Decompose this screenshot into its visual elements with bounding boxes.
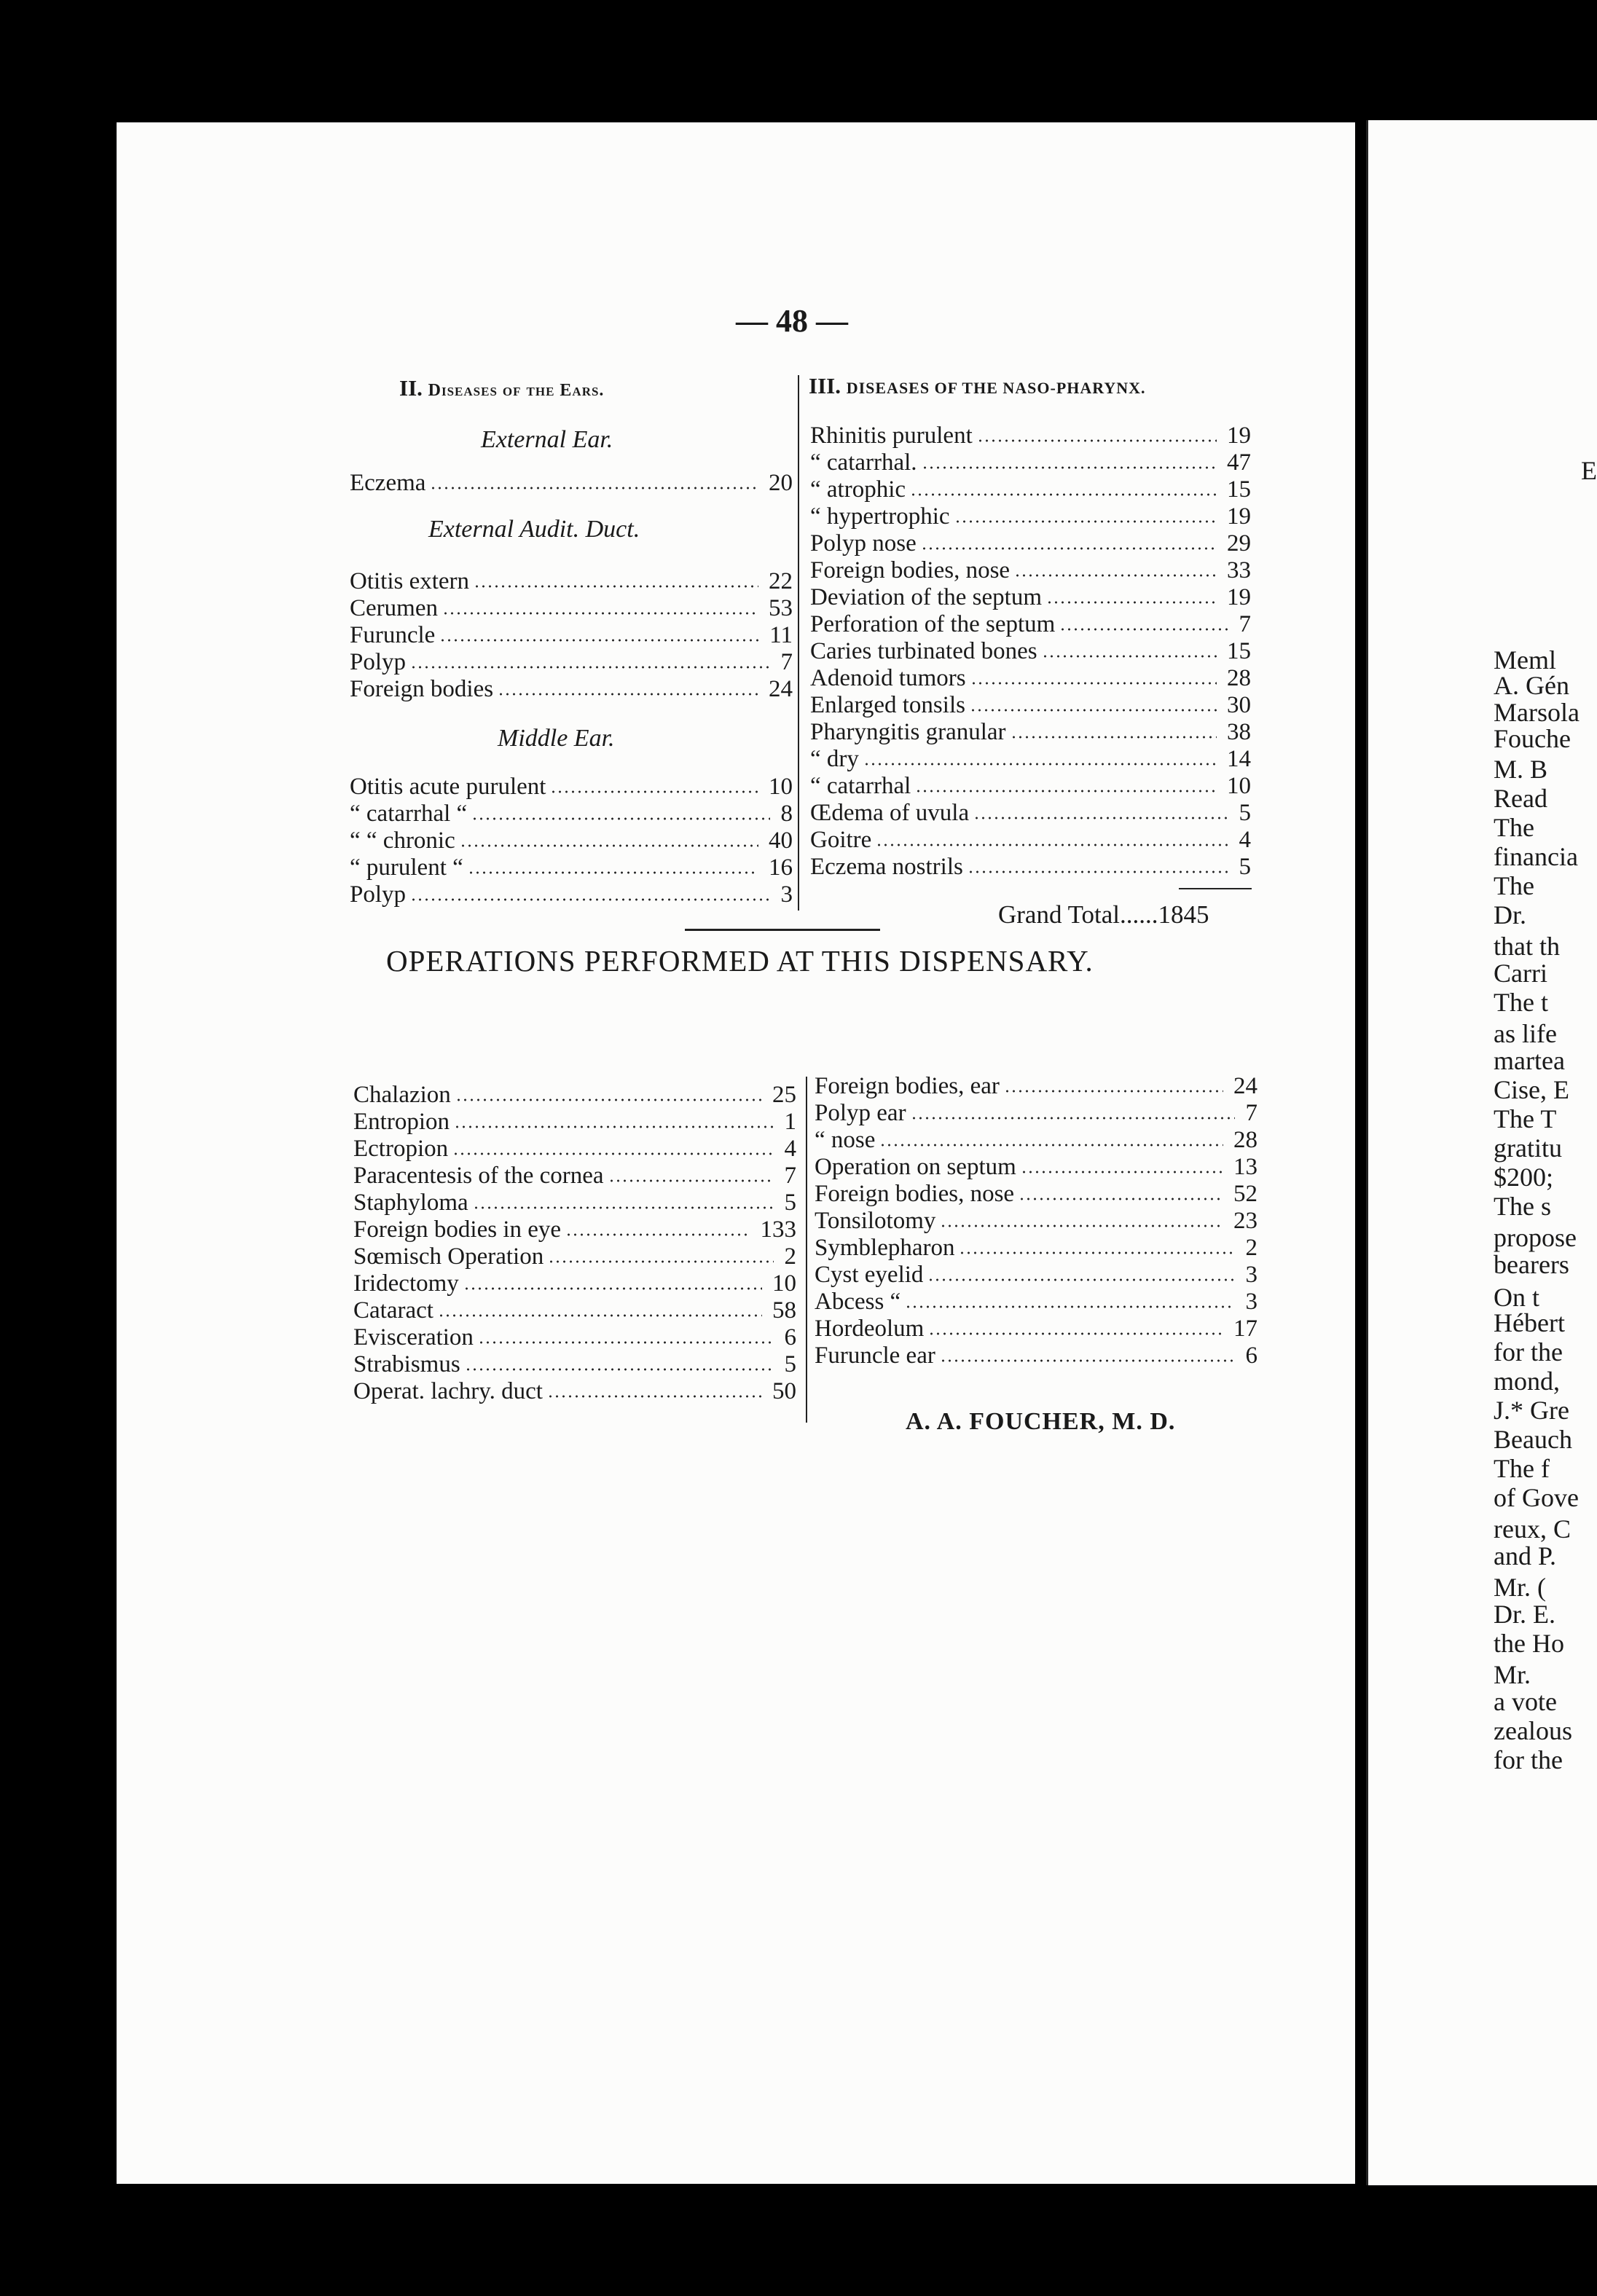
- right-page-line: gratitu: [1494, 1133, 1562, 1163]
- dot-leader: [970, 681, 1217, 685]
- item-label: Adenoid tumors: [810, 665, 966, 691]
- list-item: [810, 557, 1251, 584]
- list-item: [810, 638, 1251, 665]
- dot-leader: [922, 465, 1217, 470]
- item-count: 7: [1239, 611, 1251, 637]
- right-page-line: financia: [1494, 842, 1578, 871]
- item-count: 19: [1227, 584, 1251, 610]
- naso-title-number: III.: [809, 373, 847, 398]
- list-item: [815, 1127, 1257, 1154]
- dot-leader: [959, 1251, 1235, 1255]
- item-count: 16: [769, 854, 793, 881]
- right-page-line: for the: [1494, 1337, 1563, 1367]
- operations-title: OPERATIONS PERFORMED AT THIS DISPENSARY.: [386, 944, 1094, 978]
- list-item: [810, 827, 1251, 854]
- item-count: 5: [1239, 800, 1251, 826]
- dot-leader: [455, 1098, 762, 1102]
- item-label: “ catarrhal “: [350, 801, 468, 827]
- right-page-line: A. Gén: [1494, 671, 1569, 700]
- dot-leader: [548, 1259, 774, 1264]
- item-label: Staphyloma: [353, 1190, 468, 1216]
- item-count: 38: [1227, 719, 1251, 745]
- list-item: [350, 568, 793, 595]
- item-label: Pharyngitis granular: [810, 719, 1006, 745]
- item-count: 13: [1233, 1154, 1257, 1180]
- dot-leader: [1019, 1197, 1223, 1201]
- list-item: [353, 1216, 796, 1243]
- list-item: [810, 719, 1251, 746]
- middle-ear-list: [350, 774, 793, 908]
- dot-leader: [460, 844, 758, 848]
- dot-leader: [468, 870, 758, 875]
- item-label: Rhinitis purulent: [810, 422, 973, 449]
- list-item: [350, 801, 793, 827]
- item-label: “ hypertrophic: [810, 503, 950, 530]
- right-page-line: propose: [1494, 1223, 1577, 1252]
- item-count: 15: [1227, 476, 1251, 503]
- dot-leader: [1042, 654, 1217, 658]
- list-item: [810, 449, 1251, 476]
- total-rule: [1179, 888, 1252, 889]
- item-count: 47: [1227, 449, 1251, 476]
- page-number: — 48 —: [736, 303, 848, 339]
- dot-leader: [940, 1359, 1235, 1363]
- list-item: [350, 774, 793, 801]
- item-label: Operation on septum: [815, 1154, 1016, 1180]
- item-count: 24: [769, 676, 793, 702]
- signature: A. A. FOUCHER, M. D.: [906, 1408, 1176, 1435]
- right-page-line: Meml: [1494, 645, 1556, 675]
- item-count: 3: [1245, 1289, 1257, 1315]
- item-count: 50: [772, 1378, 796, 1404]
- item-label: “ atrophic: [810, 476, 906, 503]
- item-label: Abcess “: [815, 1289, 901, 1315]
- item-label: Eczema: [350, 470, 426, 496]
- naso-section-title: [809, 373, 1146, 399]
- item-label: Deviation of the septum: [810, 584, 1043, 610]
- section-separator: [685, 929, 880, 931]
- dot-leader: [954, 519, 1217, 524]
- list-item: [353, 1136, 796, 1163]
- item-count: 40: [769, 827, 793, 854]
- right-page-line: for the: [1494, 1745, 1563, 1774]
- item-label: Foreign bodies, nose: [815, 1181, 1015, 1207]
- list-item: [350, 854, 793, 881]
- item-label: Perforation of the septum: [810, 611, 1056, 637]
- right-page-line: and P.: [1494, 1541, 1557, 1570]
- external-audit-list: [350, 568, 793, 703]
- naso-title-text: DISEASES OF THE NASO-PHARYNX.: [846, 379, 1146, 397]
- list-item: [810, 422, 1251, 449]
- item-count: 19: [1227, 503, 1251, 530]
- list-item: [353, 1082, 796, 1109]
- list-item: [815, 1073, 1257, 1100]
- item-count: 29: [1227, 530, 1251, 557]
- item-label: Symblepharon: [815, 1235, 955, 1261]
- right-page-line: Fouche: [1494, 724, 1571, 753]
- dot-leader: [465, 1367, 774, 1372]
- list-item: [815, 1342, 1257, 1369]
- item-label: Polyp nose: [810, 530, 917, 557]
- dot-leader: [1046, 600, 1217, 605]
- item-label: Furuncle ear: [815, 1342, 935, 1369]
- item-label: “ catarrhal: [810, 773, 911, 799]
- ears-title-number: II.: [399, 375, 428, 401]
- item-label: Foreign bodies, nose: [810, 557, 1011, 583]
- item-count: 11: [769, 622, 793, 648]
- dot-leader: [608, 1179, 774, 1183]
- dot-leader: [565, 1232, 750, 1237]
- right-page-line: of Gove: [1494, 1483, 1579, 1512]
- list-item: [353, 1378, 796, 1405]
- dot-leader: [968, 870, 1228, 874]
- right-page-line: bearers: [1494, 1250, 1569, 1279]
- list-item: [350, 676, 793, 703]
- list-item: [810, 530, 1251, 557]
- list-item: [353, 1243, 796, 1270]
- item-label: Operat. lachry. duct: [353, 1378, 543, 1404]
- dot-leader: [471, 817, 770, 821]
- dot-leader: [430, 486, 758, 490]
- right-page-line: Dr. E.: [1494, 1600, 1555, 1629]
- dot-leader: [879, 1143, 1223, 1147]
- item-label: Œdema of uvula: [810, 800, 970, 826]
- item-count: 19: [1227, 422, 1251, 449]
- dot-leader: [1014, 573, 1217, 578]
- item-count: 58: [772, 1297, 796, 1324]
- item-count: 6: [1245, 1342, 1257, 1369]
- list-item: [350, 622, 793, 649]
- external-ear-list: [350, 470, 793, 497]
- dot-leader: [863, 762, 1217, 766]
- dot-leader: [550, 790, 758, 794]
- grand-total: Grand Total......1845: [998, 900, 1209, 929]
- item-count: 10: [772, 1270, 796, 1297]
- list-item: [350, 649, 793, 676]
- naso-list: [810, 422, 1251, 881]
- right-page-line: The: [1494, 813, 1534, 842]
- right-page-line: The: [1494, 871, 1534, 900]
- dot-leader: [473, 1206, 774, 1210]
- dot-leader: [452, 1152, 774, 1156]
- item-count: 6: [784, 1324, 796, 1351]
- item-label: Entropion: [353, 1109, 450, 1135]
- list-item: [350, 470, 793, 497]
- dot-leader: [478, 1340, 774, 1345]
- dot-leader: [1021, 1170, 1223, 1174]
- item-count: 10: [769, 774, 793, 800]
- item-count: 2: [784, 1243, 796, 1270]
- item-label: Chalazion: [353, 1082, 451, 1108]
- dot-leader: [876, 843, 1228, 847]
- item-label: Evisceration: [353, 1324, 474, 1351]
- list-item: [815, 1289, 1257, 1316]
- right-page-line: $200;: [1494, 1163, 1554, 1192]
- dot-leader: [911, 1116, 1235, 1120]
- right-page-line: Dr.: [1494, 900, 1526, 929]
- item-count: 30: [1227, 692, 1251, 718]
- item-label: Otitis extern: [350, 568, 470, 594]
- list-item: [815, 1262, 1257, 1289]
- item-count: 1: [784, 1109, 796, 1135]
- dot-leader: [915, 789, 1217, 793]
- item-label: Caries turbinated bones: [810, 638, 1037, 664]
- item-label: Polyp: [350, 881, 407, 908]
- right-page-line: Mr.: [1494, 1660, 1531, 1689]
- right-page-line: reux, C: [1494, 1514, 1571, 1544]
- item-label: Foreign bodies, ear: [815, 1073, 1000, 1099]
- item-label: Foreign bodies: [350, 676, 494, 702]
- list-item: [810, 503, 1251, 530]
- item-label: “ dry: [810, 746, 859, 772]
- dot-leader: [498, 692, 758, 696]
- item-count: 25: [772, 1082, 796, 1108]
- right-page-line: Carri: [1494, 959, 1547, 988]
- right-page-line: The s: [1494, 1192, 1551, 1221]
- item-count: 5: [784, 1190, 796, 1216]
- operations-right-list: [815, 1073, 1257, 1369]
- list-item: [810, 746, 1251, 773]
- dot-leader: [442, 611, 758, 616]
- list-item: [810, 854, 1251, 881]
- right-page-line: The T: [1494, 1104, 1557, 1133]
- item-count: 28: [1233, 1127, 1257, 1153]
- right-page-line: Read: [1494, 784, 1547, 813]
- dot-leader: [928, 1332, 1223, 1336]
- item-count: 14: [1227, 746, 1251, 772]
- list-item: [350, 595, 793, 622]
- item-count: 7: [780, 649, 793, 675]
- dot-leader: [1004, 1089, 1223, 1093]
- dot-leader: [1011, 735, 1217, 739]
- item-label: Tonsilotomy: [815, 1208, 936, 1234]
- list-item: [815, 1316, 1257, 1342]
- item-count: 4: [784, 1136, 796, 1162]
- right-page: [1366, 120, 1597, 2185]
- dot-leader: [973, 816, 1228, 820]
- list-item: [810, 665, 1251, 692]
- item-label: “ purulent “: [350, 854, 463, 881]
- dot-leader: [410, 665, 770, 669]
- operations-left-list: [353, 1082, 796, 1405]
- item-count: 7: [784, 1163, 796, 1189]
- right-page-line: M. B: [1494, 755, 1548, 784]
- item-label: Eczema nostrils: [810, 854, 963, 880]
- item-count: 15: [1227, 638, 1251, 664]
- right-page-line: a vote: [1494, 1687, 1557, 1716]
- dot-leader: [1059, 627, 1228, 632]
- item-count: 22: [769, 568, 793, 594]
- item-label: Strabismus: [353, 1351, 460, 1377]
- right-page-line: Beauch: [1494, 1425, 1572, 1454]
- right-page-line: as life: [1494, 1019, 1557, 1048]
- item-label: Goitre: [810, 827, 872, 853]
- dot-leader: [940, 1224, 1223, 1228]
- list-item: [350, 881, 793, 908]
- item-count: 52: [1233, 1181, 1257, 1207]
- external-ear-heading: External Ear.: [481, 426, 613, 453]
- list-item: [353, 1297, 796, 1324]
- item-count: 10: [1227, 773, 1251, 799]
- item-label: Polyp ear: [815, 1100, 906, 1126]
- item-label: Iridectomy: [353, 1270, 459, 1297]
- list-item: [353, 1270, 796, 1297]
- dot-leader: [474, 584, 758, 589]
- item-count: 23: [1233, 1208, 1257, 1234]
- item-count: 53: [769, 595, 793, 621]
- list-item: [815, 1100, 1257, 1127]
- right-page-line: Marsola: [1494, 698, 1580, 727]
- right-page-line: The f: [1494, 1454, 1550, 1483]
- item-count: 17: [1233, 1316, 1257, 1342]
- list-item: [810, 476, 1251, 503]
- right-page-line: the Ho: [1494, 1629, 1564, 1658]
- item-label: “ catarrhal.: [810, 449, 917, 476]
- list-item: [810, 773, 1251, 800]
- right-page-line: On t: [1494, 1283, 1539, 1312]
- list-item: [353, 1324, 796, 1351]
- list-item: [810, 692, 1251, 719]
- item-label: Enlarged tonsils: [810, 692, 965, 718]
- dot-leader: [439, 638, 759, 642]
- right-page-line: martea: [1494, 1046, 1565, 1075]
- dot-leader: [905, 1305, 1235, 1309]
- list-item: [353, 1109, 796, 1136]
- external-audit-heading: External Audit. Duct.: [428, 516, 640, 543]
- column-divider-top: [798, 375, 799, 911]
- item-count: 24: [1233, 1073, 1257, 1099]
- list-item: [353, 1351, 796, 1378]
- item-count: 5: [784, 1351, 796, 1377]
- right-page-line: J.* Gre: [1494, 1396, 1569, 1425]
- ears-section-title: [399, 375, 604, 401]
- right-page-line: Mr. (: [1494, 1573, 1546, 1602]
- right-page-line: Hébert: [1494, 1308, 1565, 1337]
- dot-leader: [970, 708, 1217, 712]
- right-page-line: Cise, E: [1494, 1075, 1569, 1104]
- list-item: [810, 584, 1251, 611]
- right-page-line: that th: [1494, 932, 1560, 961]
- item-label: “ “ chronic: [350, 827, 455, 854]
- item-label: Furuncle: [350, 622, 436, 648]
- dot-leader: [977, 439, 1217, 443]
- item-label: Polyp: [350, 649, 407, 675]
- item-label: Cyst eyelid: [815, 1262, 924, 1288]
- dot-leader: [410, 897, 770, 902]
- list-item: [353, 1190, 796, 1216]
- item-count: 3: [780, 881, 793, 908]
- dot-leader: [463, 1286, 762, 1291]
- item-count: 33: [1227, 557, 1251, 583]
- item-count: 5: [1239, 854, 1251, 880]
- item-label: Foreign bodies in eye: [353, 1216, 562, 1243]
- item-count: 20: [769, 470, 793, 496]
- list-item: [815, 1235, 1257, 1262]
- dot-leader: [438, 1313, 762, 1318]
- item-label: Paracentesis of the cornea: [353, 1163, 604, 1189]
- item-count: 8: [780, 801, 793, 827]
- item-count: 7: [1245, 1100, 1257, 1126]
- item-count: 28: [1227, 665, 1251, 691]
- list-item: [815, 1208, 1257, 1235]
- list-item: [350, 827, 793, 854]
- item-count: 4: [1239, 827, 1251, 853]
- item-count: 3: [1245, 1262, 1257, 1288]
- right-page-line: E: [1581, 456, 1597, 485]
- item-label: Cataract: [353, 1297, 433, 1324]
- dot-leader: [910, 492, 1217, 497]
- list-item: [353, 1163, 796, 1190]
- dot-leader: [921, 546, 1217, 551]
- right-page-line: mond,: [1494, 1367, 1561, 1396]
- dot-leader: [454, 1125, 774, 1129]
- dot-leader: [927, 1278, 1235, 1282]
- list-item: [810, 800, 1251, 827]
- ears-title-text: Diseases of the Ears.: [428, 381, 605, 400]
- item-label: Ectropion: [353, 1136, 449, 1162]
- operations-divider: [806, 1077, 807, 1423]
- middle-ear-heading: Middle Ear.: [498, 725, 615, 752]
- item-count: 2: [1245, 1235, 1257, 1261]
- right-page-line: zealous: [1494, 1716, 1572, 1745]
- item-count: 133: [760, 1216, 796, 1243]
- item-label: Sœmisch Operation: [353, 1243, 544, 1270]
- right-page-line: The t: [1494, 988, 1548, 1017]
- list-item: [815, 1181, 1257, 1208]
- list-item: [810, 611, 1251, 638]
- dot-leader: [547, 1394, 762, 1399]
- item-label: “ nose: [815, 1127, 876, 1153]
- item-label: Hordeolum: [815, 1316, 925, 1342]
- item-label: Otitis acute purulent: [350, 774, 546, 800]
- item-label: Cerumen: [350, 595, 438, 621]
- list-item: [815, 1154, 1257, 1181]
